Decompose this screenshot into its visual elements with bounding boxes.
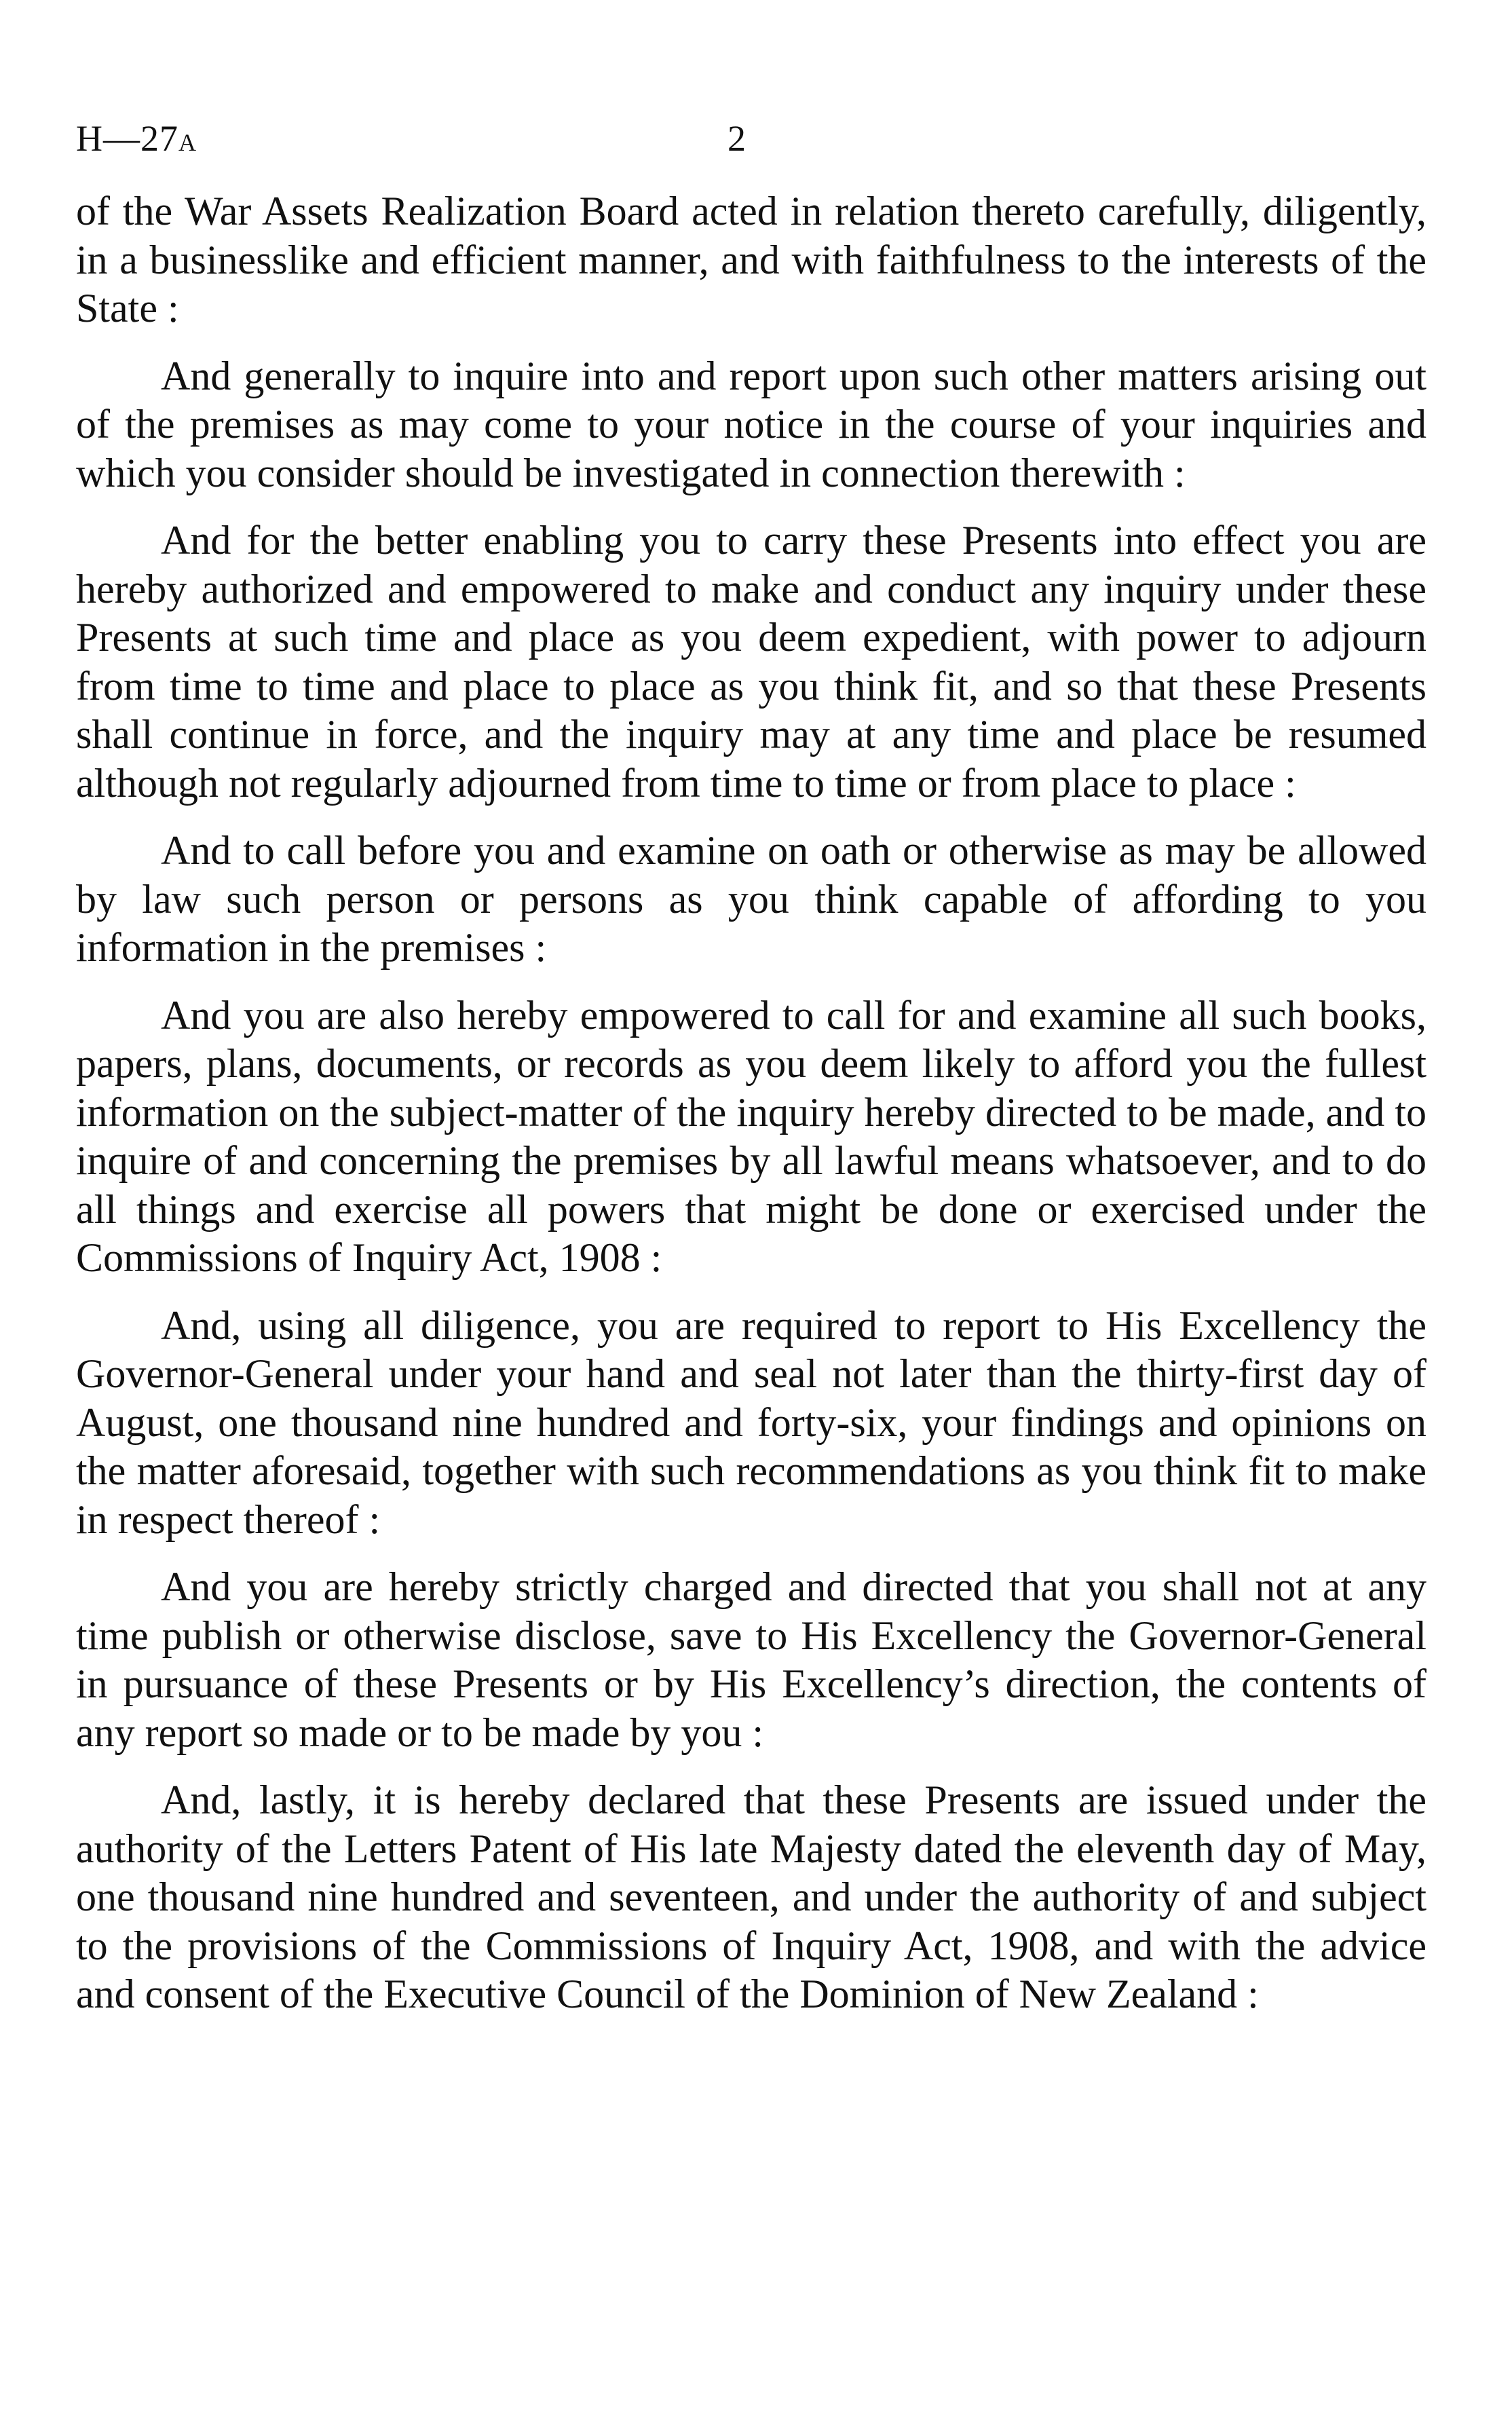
reference-code: H—27 (76, 118, 178, 159)
paragraph-continuation: of the War Assets Realization Board acted in relation thereto carefully, diligently, in a businesslike and efficient manner, and with faithfulness to the interests of the State : (76, 189, 1426, 331)
document-body (76, 187, 1426, 2019)
paragraph-report-deadline: And, using all diligence, you are required to report to His Excellency the Governor-General under your hand and seal not later than the thirty-first day of August, one thousand nine hundred and forty-six, your findings and opinions on the matter aforesaid, together with such recommendations as you think fit to make in respect thereof : (76, 1302, 1426, 1542)
document-page (76, 114, 1426, 2038)
paragraph-general-inquiry: And generally to inquire into and report upon such other matters arising out of the premises as may come to your notice in the course of your inquiries and which you consider should be investigated in connection therewith : (76, 353, 1426, 495)
page-header (76, 114, 1426, 163)
reference-suffix: A (178, 129, 197, 156)
paragraph-documents: And you are also hereby empowered to call for and examine all such books, papers, plans, documents, or records as you deem likely to afford you the fullest information on the subject-matter of the inquiry hereby directed to be made, and to inquire of and concerning the premises by all lawful means whatsoever, and to do all things and exercise all powers that might be done or exercised under the Commissions of Inquiry Act, 1908 : (76, 992, 1426, 1280)
paragraph-authority: And, lastly, it is hereby declared that these Presents are issued under the authority of the Letters Patent of His late Majesty dated the eleventh day of May, one thousand nine hundred and seventeen, and under the authority of and subject to the provisions of the Commissions of Inquiry Act, 1908, and with the advice and consent of the Executive Council of the Dominion of New Zealand : (76, 1777, 1426, 2016)
page-number: 2 (727, 118, 746, 159)
paragraph-confidentiality: And you are hereby strictly charged and directed that you shall not at any time publish or otherwise disclose, save to His Excellency the Governor-General in pursuance of these Presents or by His Excellency’s direction, the contents of any report so made or to be made by you : (76, 1564, 1426, 1755)
document-reference (76, 114, 197, 167)
paragraph-powers: And for the better enabling you to carry these Presents into effect you are hereby authorized and empowered to make and conduct any inquiry under these Presents at such time and place as you deem expedient, with power to adjourn from time to time and place to place as you think fit, and so that these Presents shall continue in force, and the inquiry may at any time and place be resumed although not regularly adjourned from time to time or from place to place : (76, 518, 1426, 806)
paragraph-witnesses: And to call before you and examine on oath or otherwise as may be allowed by law such person or persons as you think capable of affording to you information in the premises : (76, 828, 1426, 970)
